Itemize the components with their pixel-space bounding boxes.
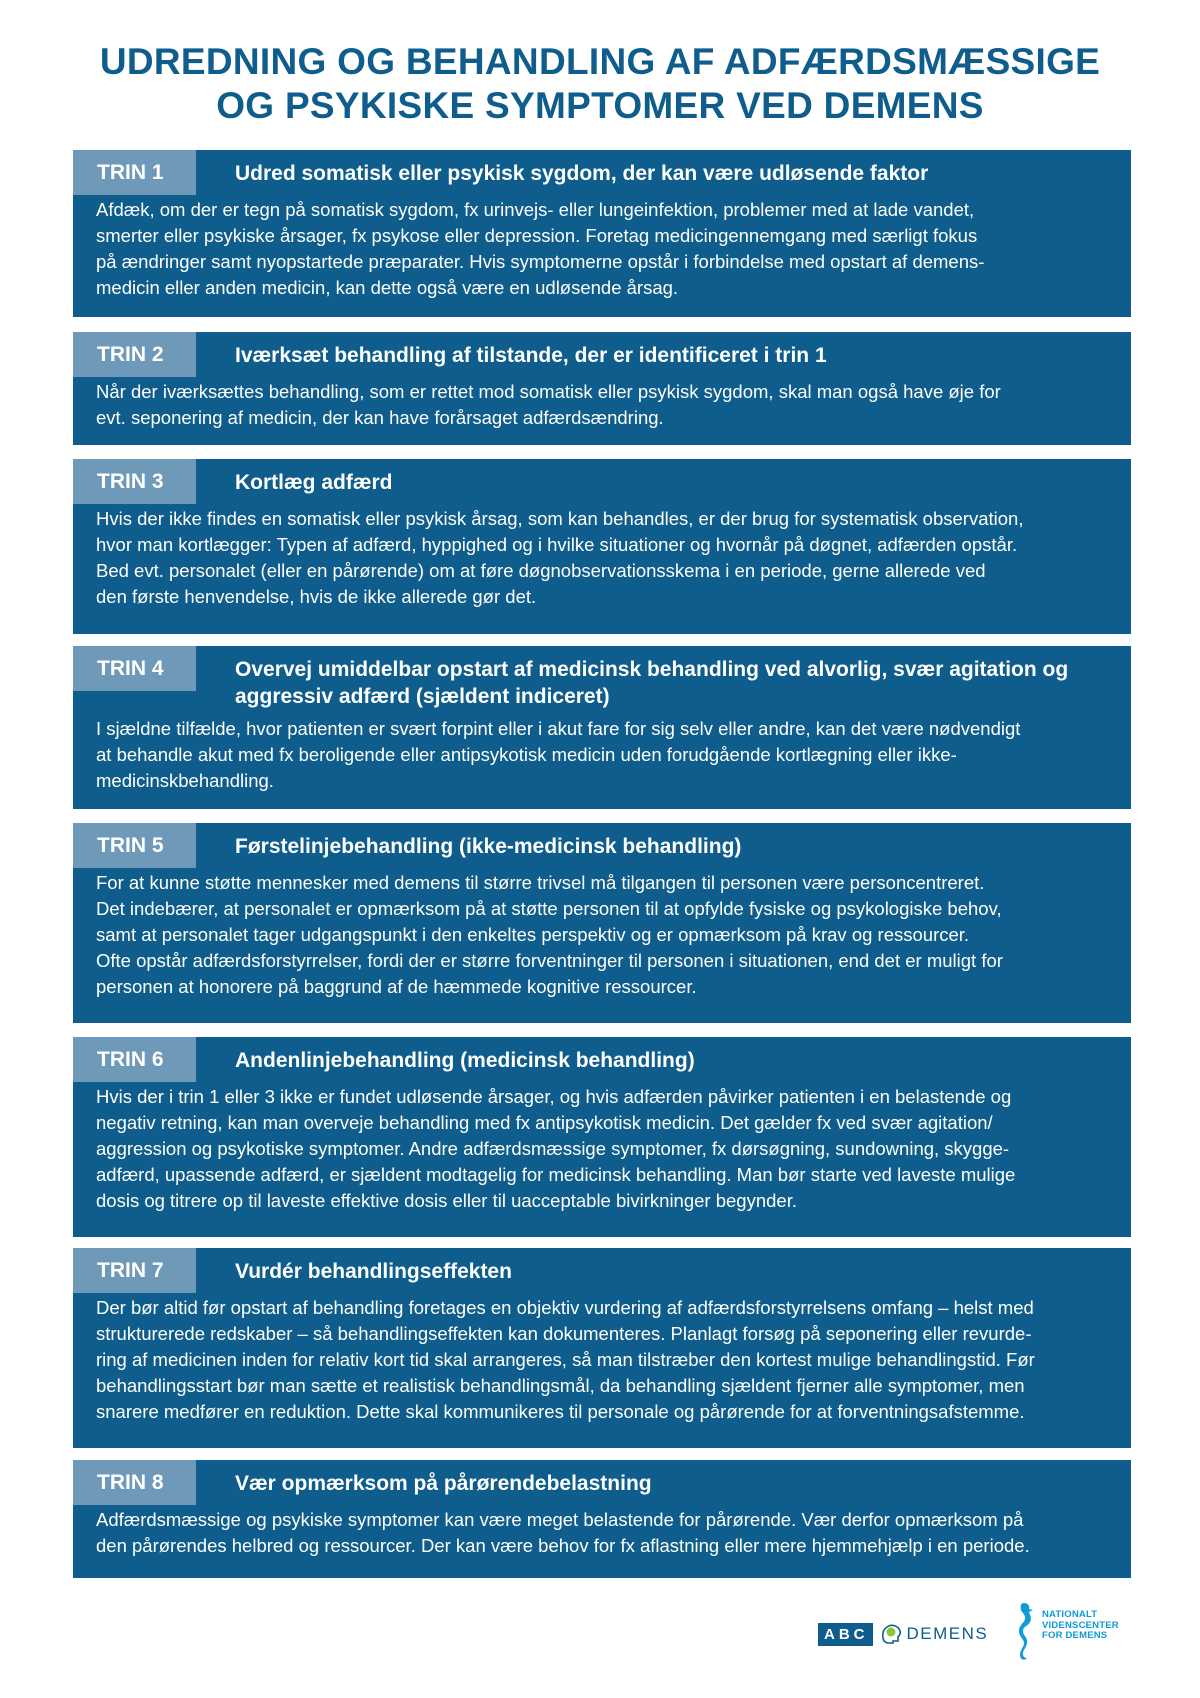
- step-body-line: Når der iværksættes behandling, som er rettet mod somatisk eller psykisk sygdom, skal man også have øje for: [96, 381, 1001, 402]
- step-label: TRIN 1: [73, 150, 196, 195]
- step-header: [73, 1037, 1131, 1074]
- step-body-line: dosis og titrere op til laveste effektive dosis eller til uacceptable bivirkninger begynder.: [96, 1190, 797, 1211]
- step-body-line: smerter eller psykiske årsager, fx psykose eller depression. Foretag medicingennemgang med særligt fokus: [96, 225, 978, 246]
- step-title: Vurdér behandlingseffekten: [235, 1260, 512, 1283]
- step-body-line: den første henvendelse, hvis de ikke allerede gør det.: [96, 586, 537, 607]
- step-body: [73, 860, 1131, 1014]
- ncd-line: VIDENSCENTER: [1042, 1619, 1119, 1631]
- step-label: TRIN 8: [73, 1460, 196, 1505]
- head-icon: [879, 1622, 903, 1646]
- step-body-line: hvor man kortlægger: Typen af adfærd, hyppighed og i hvilke situationer og hvornår på døgnet, adfærden opstår.: [96, 534, 1018, 555]
- step-6: [73, 1037, 1131, 1237]
- step-body-line: Det indebærer, at personalet er opmærksom på at støtte personen til at opfylde fysiske og psykologiske behov,: [96, 898, 1002, 919]
- step-body-line: Afdæk, om der er tegn på somatisk sygdom, fx urinvejs- eller lungeinfektion, problemer med at lade vandet,: [96, 199, 975, 220]
- step-header: [73, 150, 1131, 187]
- step-title: Kortlæg adfærd: [235, 471, 393, 494]
- step-body-line: aggression og psykotiske symptomer. Andre adfærdsmæssige symptomer, fx dørsøgning, sundowning, skygge-: [96, 1138, 1010, 1159]
- step-body: [73, 187, 1131, 315]
- step-body-line: Der bør altid før opstart af behandling foretages en objektiv vurdering af adfærdsforstyrrelsens omfang – helst med: [96, 1297, 1034, 1318]
- step-title: Udred somatisk eller psykisk sygdom, der kan være udløsende faktor: [235, 162, 929, 185]
- ncd-line: FOR DEMENS: [1042, 1630, 1108, 1641]
- step-body-line: For at kunne støtte mennesker med demens til større trivsel må tilgangen til personen være personcentreret.: [96, 872, 985, 893]
- step-5: [73, 823, 1131, 1023]
- step-body-line: at behandle akut med fx beroligende eller antipsykotisk medicin uden forudgående kortlægning eller ikke-: [96, 744, 957, 765]
- step-body-line: negativ retning, kan man overveje behandling med fx antipsykotisk medicin. Det gælder fx ved svær agitation/: [96, 1112, 993, 1133]
- step-body-line: ring af medicinen inden for relativ kort tid skal arrangeres, så man tilstræber den kortest mulige behandlingstid. Før: [96, 1349, 1035, 1370]
- step-header: [73, 459, 1131, 496]
- page-title: [0, 40, 1200, 128]
- step-label: TRIN 5: [73, 823, 196, 868]
- step-4: [73, 646, 1131, 809]
- step-header: [73, 823, 1131, 860]
- step-body: [73, 1285, 1131, 1439]
- step-body: [73, 1074, 1131, 1228]
- step-title: Overvej umiddelbar opstart af medicinsk behandling ved alvorlig, svær agitation og aggressiv adfærd (sjældent indiceret): [235, 658, 1069, 708]
- step-body-line: samt at personalet tager udgangspunkt i den enkeltes perspektiv og er opmærksom på krav og ressourcer.: [96, 924, 970, 945]
- step-body-line: personen at honorere på baggrund af de hæmmede kognitive ressourcer.: [96, 976, 697, 997]
- step-label: TRIN 2: [73, 332, 196, 377]
- title-line-1: UDREDNING OG BEHANDLING AF ADFÆRDSMÆSSIGE: [99, 41, 1101, 82]
- step-header: [73, 1248, 1131, 1285]
- step-body-line: strukturerede redskaber – så behandlingseffekten kan dokumenteres. Planlagt forsøg på seponering eller revurde-: [96, 1323, 1032, 1344]
- step-body-line: den pårørendes helbred og ressourcer. Der kan være behov for fx aflastning eller mere hjemmehjælp i en periode.: [96, 1535, 1030, 1556]
- step-label: TRIN 3: [73, 459, 196, 504]
- step-body-line: medicinskbehandling.: [96, 770, 274, 791]
- ncd-logo: [1012, 1600, 1119, 1664]
- step-body-line: Ofte opstår adfærdsforstyrrelser, fordi der er større forventninger til personen i situationen, end det er muligt for: [96, 950, 1003, 971]
- step-body: [73, 1497, 1131, 1573]
- seahorse-icon: [1012, 1600, 1036, 1664]
- step-header: [73, 646, 1131, 710]
- abc-word: DEMENS: [906, 1624, 989, 1643]
- step-body-line: Hvis der i trin 1 eller 3 ikke er fundet udløsende årsager, og hvis adfærden påvirker patienten i en belastende og: [96, 1086, 1012, 1107]
- step-body-line: adfærd, upassende adfærd, er sjældent modtagelig for medicinsk behandling. Man bør starte ved laveste mulige: [96, 1164, 1016, 1185]
- step-label: TRIN 7: [73, 1248, 196, 1293]
- ncd-line: NATIONALT: [1042, 1609, 1098, 1620]
- step-header: [73, 332, 1131, 369]
- step-2: [73, 332, 1131, 445]
- step-body-line: Hvis der ikke findes en somatisk eller psykisk årsag, som kan behandles, er der brug for systematisk observation,: [96, 508, 1024, 529]
- abc-demens-logo: [818, 1622, 988, 1646]
- step-3: [73, 459, 1131, 634]
- step-1: [73, 150, 1131, 317]
- step-label: TRIN 6: [73, 1037, 196, 1082]
- step-body: [73, 369, 1131, 445]
- step-body: [73, 496, 1131, 624]
- step-body-line: evt. seponering af medicin, der kan have forårsaget adfærdsændring.: [96, 407, 664, 428]
- step-8: [73, 1460, 1131, 1578]
- step-label: TRIN 4: [73, 646, 196, 691]
- step-body-line: Bed evt. personalet (eller en pårørende) om at føre døgnobservationsskema i en periode, gerne allerede ved: [96, 560, 986, 581]
- step-title: Vær opmærksom på pårørendebelastning: [235, 1472, 652, 1495]
- step-body-line: Adfærdsmæssige og psykiske symptomer kan være meget belastende for pårørende. Vær derfor opmærksom på: [96, 1509, 1024, 1530]
- abc-letters: ABC: [818, 1623, 873, 1646]
- step-7: [73, 1248, 1131, 1448]
- step-body-line: behandlingsstart bør man sætte et realistisk behandlingsmål, da behandling sjældent fjerner alle symptomer, men: [96, 1375, 1025, 1396]
- step-body-line: I sjældne tilfælde, hvor patienten er svært forpint eller i akut fare for sig selv eller andre, kan det være nødvendigt: [96, 718, 1021, 739]
- step-title: Førstelinjebehandling (ikke-medicinsk behandling): [235, 835, 742, 858]
- step-header: [73, 1460, 1131, 1497]
- step-body-line: på ændringer samt nyopstartede præparater. Hvis symptomerne opstår i forbindelse med opstart af demens-: [96, 251, 985, 272]
- title-line-2: OG PSYKISKE SYMPTOMER VED DEMENS: [216, 85, 984, 126]
- ncd-text: [1042, 1610, 1119, 1642]
- step-body: [73, 710, 1131, 808]
- step-body-line: medicin eller anden medicin, kan dette også være en udløsende årsag.: [96, 277, 679, 298]
- step-title: Iværksæt behandling af tilstande, der er identificeret i trin 1: [235, 344, 827, 367]
- step-title: Andenlinjebehandling (medicinsk behandling): [235, 1049, 695, 1072]
- step-body-line: snarere medfører en reduktion. Dette skal kommunikeres til personale og pårørende for at forventningsafstemme.: [96, 1401, 1025, 1422]
